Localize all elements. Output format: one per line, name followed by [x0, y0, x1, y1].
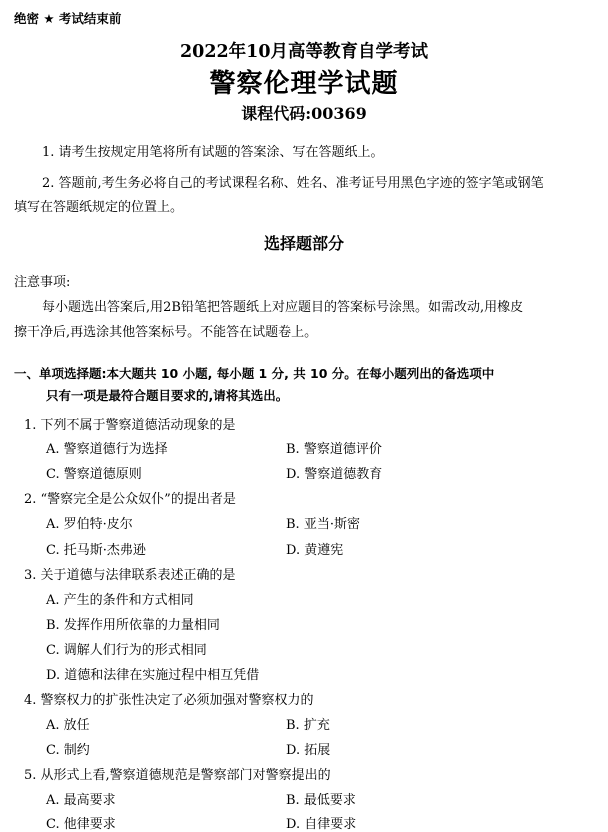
question-1-option-d: D. 警察道德教育: [286, 467, 383, 482]
notes-label: 注意事项:: [14, 275, 71, 290]
part1-heading-line-1: 一、单项选择题:本大题共 10 小题, 每小题 1 分, 共 10 分。在每小题列出的备选项中: [14, 366, 495, 381]
question-3-stem: 3. 关于道德与法律联系表述正确的是: [24, 568, 236, 583]
question-2-option-d: D. 黄遵宪: [286, 543, 344, 558]
question-4-stem: 4. 警察权力的扩张性决定了必须加强对警察权力的: [24, 693, 314, 708]
course-code: 课程代码:00369: [241, 104, 367, 123]
question-3-option-b: B. 发挥作用所依靠的力量相同: [46, 618, 220, 633]
question-2-option-a: A. 罗伯特·皮尔: [46, 517, 133, 532]
instruction-2-line-1: 2. 答题前,考生务必将自己的考试课程名称、姓名、准考证号用黑色字迹的签字笔或钢笔: [42, 176, 544, 191]
question-5-option-a: A. 最高要求: [46, 793, 116, 808]
exam-title: 2022年10月高等教育自学考试: [179, 42, 429, 62]
section-title: 选择题部分: [263, 234, 344, 253]
question-3-option-c: C. 调解人们行为的形式相同: [46, 643, 207, 658]
question-4-option-c: C. 制约: [46, 743, 90, 758]
notes-line-1: 每小题选出答案后,用2B铅笔把答题纸上对应题目的答案标号涂黑。如需改动,用橡皮: [42, 300, 524, 315]
question-3-option-d: D. 道德和法律在实施过程中相互凭借: [46, 668, 260, 683]
question-2-option-c: C. 托马斯·杰弗逊: [46, 543, 146, 558]
question-5-option-d: D. 自律要求: [286, 817, 357, 832]
question-1-stem: 1. 下列不属于警察道德活动现象的是: [24, 418, 236, 433]
instruction-1: 1. 请考生按规定用笔将所有试题的答案涂、写在答题纸上。: [42, 145, 384, 160]
question-4-option-d: D. 拓展: [286, 743, 331, 758]
question-5-option-c: C. 他律要求: [46, 817, 116, 832]
question-2-stem: 2. “警察完全是公众奴仆”的提出者是: [24, 492, 236, 507]
question-5-stem: 5. 从形式上看,警察道德规范是警察部门对警察提出的: [24, 768, 331, 783]
question-4-option-a: A. 放任: [46, 718, 90, 733]
subject-title: 警察伦理学试题: [209, 69, 399, 99]
question-2-option-b: B. 亚当·斯密: [286, 517, 360, 532]
question-1-option-c: C. 警察道德原则: [46, 467, 142, 482]
question-5-option-b: B. 最低要求: [286, 793, 356, 808]
question-4-option-b: B. 扩充: [286, 718, 330, 733]
instruction-2-line-2: 填写在答题纸规定的位置上。: [14, 200, 184, 215]
question-1-option-b: B. 警察道德评价: [286, 442, 382, 457]
question-1-option-a: A. 警察道德行为选择: [46, 442, 168, 457]
question-3-option-a: A. 产生的条件和方式相同: [46, 593, 194, 608]
part1-heading-line-2: 只有一项是最符合题目要求的,请将其选出。: [46, 388, 289, 403]
notes-line-2: 擦干净后,再选涂其他答案标号。不能答在试题卷上。: [14, 325, 318, 340]
confidential-label: 绝密 ★ 考试结束前: [14, 11, 122, 26]
